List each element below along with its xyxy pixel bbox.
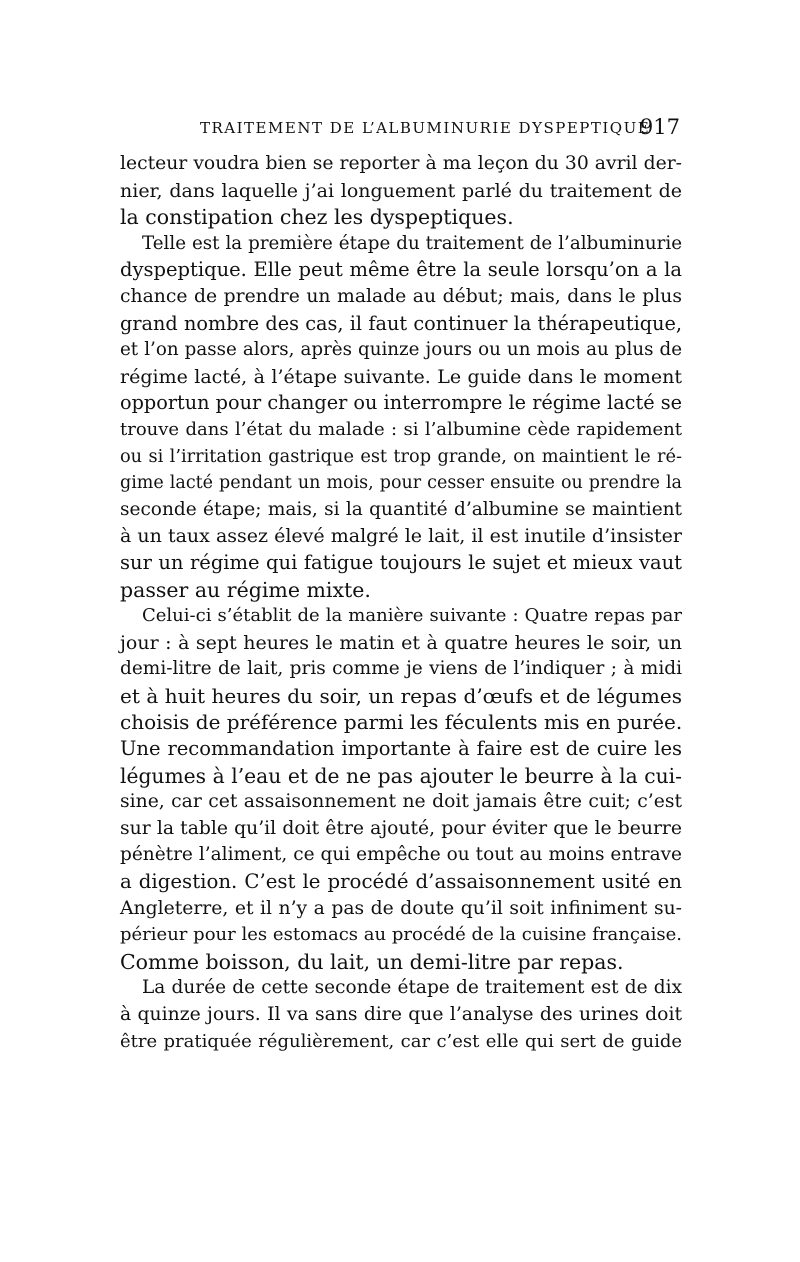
text-line: demi-litre de lait, pris comme je viens de l’indiquer ; à midi bbox=[120, 658, 682, 680]
text-line: ou si l’irritation gastrique est trop grande, on maintient le ré- bbox=[120, 446, 682, 467]
text-line: opportun pour changer ou interrompre le régime lacté se bbox=[120, 391, 682, 415]
text-line: Comme boisson, du lait, un demi-litre par repas. bbox=[120, 949, 624, 974]
text-line: Angleterre, et il n’y a pas de doute qu’il soit infiniment su- bbox=[120, 897, 682, 919]
text-line: et à huit heures du soir, un repas d’œufs et de légumes bbox=[120, 683, 682, 708]
text-line: et l’on passe alors, après quinze jours ou un mois au plus de bbox=[120, 339, 682, 361]
text-line: être pratiquée régulièrement, car c’est elle qui sert de guide bbox=[120, 1030, 682, 1052]
text-line: la constipation chez les dyspeptiques. bbox=[120, 205, 514, 230]
text-line: trouve dans l’état du malade : si l’albumine cède rapidement bbox=[120, 418, 682, 440]
text-line: sur un régime qui fatigue toujours le sujet et mieux vaut bbox=[120, 550, 682, 574]
text-line: lecteur voudra bien se reporter à ma leçon du 30 avril der- bbox=[120, 153, 682, 174]
text-line: seconde étape; mais, si la quantité d’albumine se maintient bbox=[120, 498, 682, 520]
text-line: Celui-ci s’établit de la manière suivante : Quatre repas par bbox=[142, 605, 682, 627]
text-line: jour : à sept heures le matin et à quatre heures le soir, un bbox=[120, 631, 682, 654]
text-line: passer au régime mixte. bbox=[120, 577, 371, 602]
running-title: TRAITEMENT DE L’ALBUMINURIE DYSPEPTIQUE bbox=[200, 119, 651, 137]
text-line: gime lacté pendant un mois, pour cesser ensuite ou prendre la bbox=[120, 473, 682, 494]
text-line: choisis de préférence parmi les féculents mis en purée. bbox=[120, 710, 683, 735]
text-line: nier, dans laquelle j’ai longuement parlé du traitement de bbox=[120, 179, 682, 202]
text-line: dyspeptique. Elle peut même être la seule lorsqu’on a la bbox=[120, 258, 682, 282]
text-line: régime lacté, à l’étape suivante. Le guide dans le moment bbox=[120, 365, 682, 388]
text-line: grand nombre des cas, il faut continuer la thérapeutique, bbox=[120, 311, 682, 335]
text-line: a digestion. C’est le procédé d’assaisonnement usité en bbox=[120, 870, 682, 894]
text-line: à un taux assez élevé malgré le lait, il est inutile d’insister bbox=[120, 525, 682, 548]
text-line: Telle est la première étape du traitement de l’albuminurie bbox=[142, 232, 682, 254]
text-line: La durée de cette seconde étape de traitement est de dix bbox=[142, 977, 682, 999]
text-line: pénètre l’aliment, ce qui empêche ou tout au moins entrave bbox=[120, 844, 682, 866]
text-line: sur la table qu’il doit être ajouté, pour éviter que le beurre bbox=[120, 817, 682, 839]
text-line: Une recommandation importante à faire est de cuire les bbox=[120, 737, 682, 761]
page-number: 917 bbox=[639, 115, 680, 139]
text-line: chance de prendre un malade au début; mais, dans le plus bbox=[120, 285, 682, 307]
text-line: légumes à l’eau et de ne pas ajouter le beurre à la cui- bbox=[120, 763, 682, 788]
text-line: périeur pour les estomacs au procédé de la cuisine française. bbox=[120, 924, 682, 946]
running-head bbox=[120, 115, 682, 145]
body-text bbox=[120, 151, 682, 1055]
text-line: sine, car cet assaisonnement ne doit jamais être cuit; c’est bbox=[120, 791, 682, 813]
text-line: à quinze jours. Il va sans dire que l’analyse des urines doit bbox=[120, 1004, 682, 1025]
